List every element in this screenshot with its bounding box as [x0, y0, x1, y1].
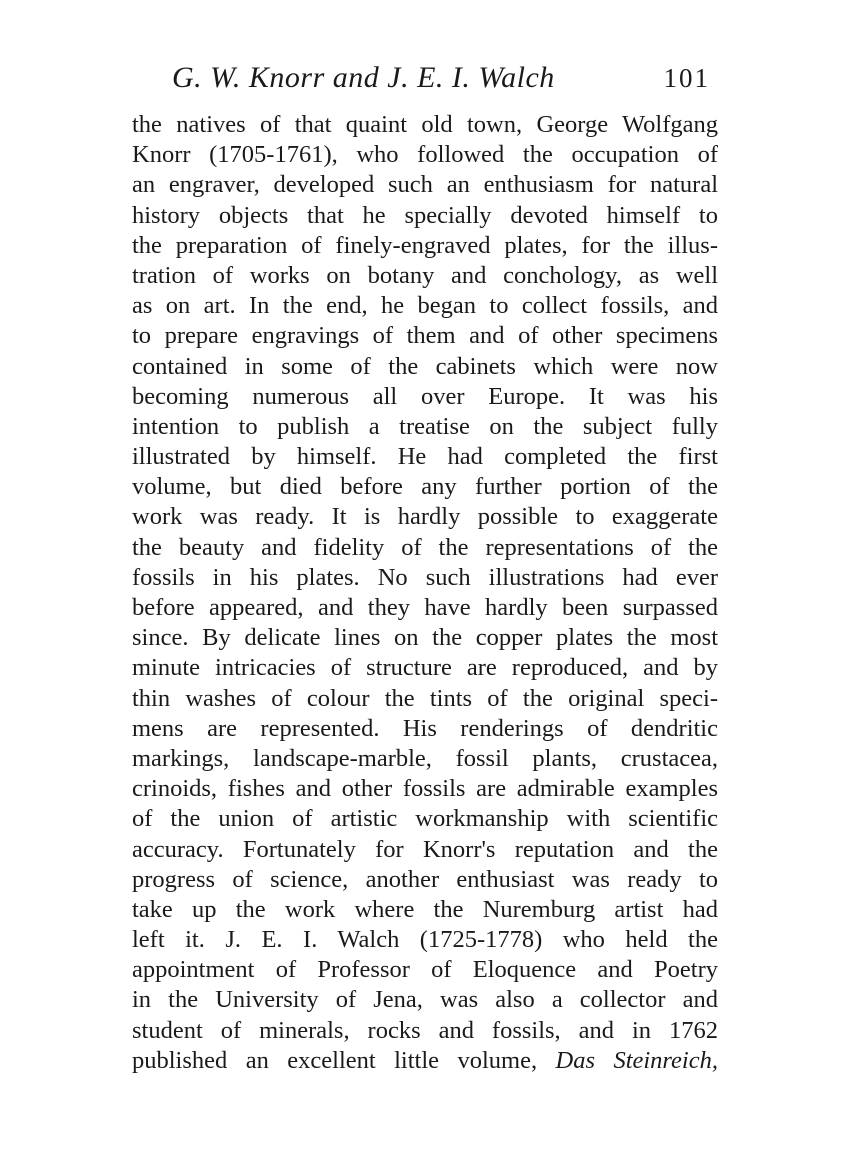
- book-title-italic: Das Steinreich,: [555, 1046, 718, 1074]
- text-line: thin washes of colour the tints of the original speci-: [132, 684, 718, 712]
- text-line: becoming numerous all over Europe. It was his: [132, 382, 718, 410]
- running-head: [132, 58, 718, 98]
- text-line: in the University of Jena, was also a collector and: [132, 986, 718, 1014]
- text-line: student of minerals, rocks and fossils, and in 1762: [132, 1016, 718, 1044]
- last-line-text: published an excellent little volume,: [132, 1046, 538, 1074]
- text-line: to prepare engravings of them and of other specimens: [132, 322, 718, 350]
- text-line: work was ready. It is hardly possible to exaggerate: [132, 503, 718, 531]
- running-title: G. W. Knorr and J. E. I. Walch: [172, 61, 555, 94]
- text-line: crinoids, fishes and other fossils are admirable examples: [132, 775, 718, 803]
- text-line: before appeared, and they have hardly been surpassed: [132, 594, 718, 621]
- text-line: an engraver, developed such an enthusiasm for natural: [132, 171, 718, 199]
- text-line: appointment of Professor of Eloquence and Poetry: [132, 956, 718, 984]
- text-line: Knorr (1705-1761), who followed the occupation of: [132, 141, 718, 169]
- text-line: progress of science, another enthusiast was ready to: [132, 865, 718, 893]
- text-line: left it. J. E. I. Walch (1725-1778) who held the: [132, 926, 718, 954]
- text-line: tration of works on botany and conchology, as well: [132, 261, 718, 289]
- text-line: the natives of that quaint old town, George Wolfgang: [132, 111, 718, 138]
- body-text: [132, 110, 718, 1076]
- page-number: 101: [663, 63, 710, 93]
- text-line: accuracy. Fortunately for Knorr's reputation and the: [132, 835, 718, 863]
- text-line: markings, landscape-marble, fossil plants, crustacea,: [132, 744, 718, 772]
- text-line: minute intricacies of structure are reproduced, and by: [132, 654, 718, 682]
- text-line: since. By delicate lines on the copper plates the most: [132, 624, 718, 652]
- text-line: take up the work where the Nuremburg artist had: [132, 895, 718, 923]
- text-line: intention to publish a treatise on the subject fully: [132, 412, 718, 440]
- text-line: volume, but died before any further portion of the: [132, 473, 718, 501]
- text-line: of the union of artistic workmanship with scientific: [132, 805, 718, 833]
- text-line: illustrated by himself. He had completed the first: [132, 443, 718, 471]
- text-line: fossils in his plates. No such illustrations had ever: [132, 563, 718, 591]
- text-line: mens are represented. His renderings of dendritic: [132, 714, 718, 742]
- text-line: as on art. In the end, he began to collect fossils, and: [132, 292, 718, 320]
- text-line: contained in some of the cabinets which were now: [132, 352, 718, 380]
- text-line: history objects that he specially devoted himself to: [132, 201, 718, 229]
- text-line: the preparation of finely-engraved plates, for the illus-: [132, 231, 718, 259]
- text-line-last: [132, 1046, 718, 1076]
- text-line: the beauty and fidelity of the representations of the: [132, 533, 718, 561]
